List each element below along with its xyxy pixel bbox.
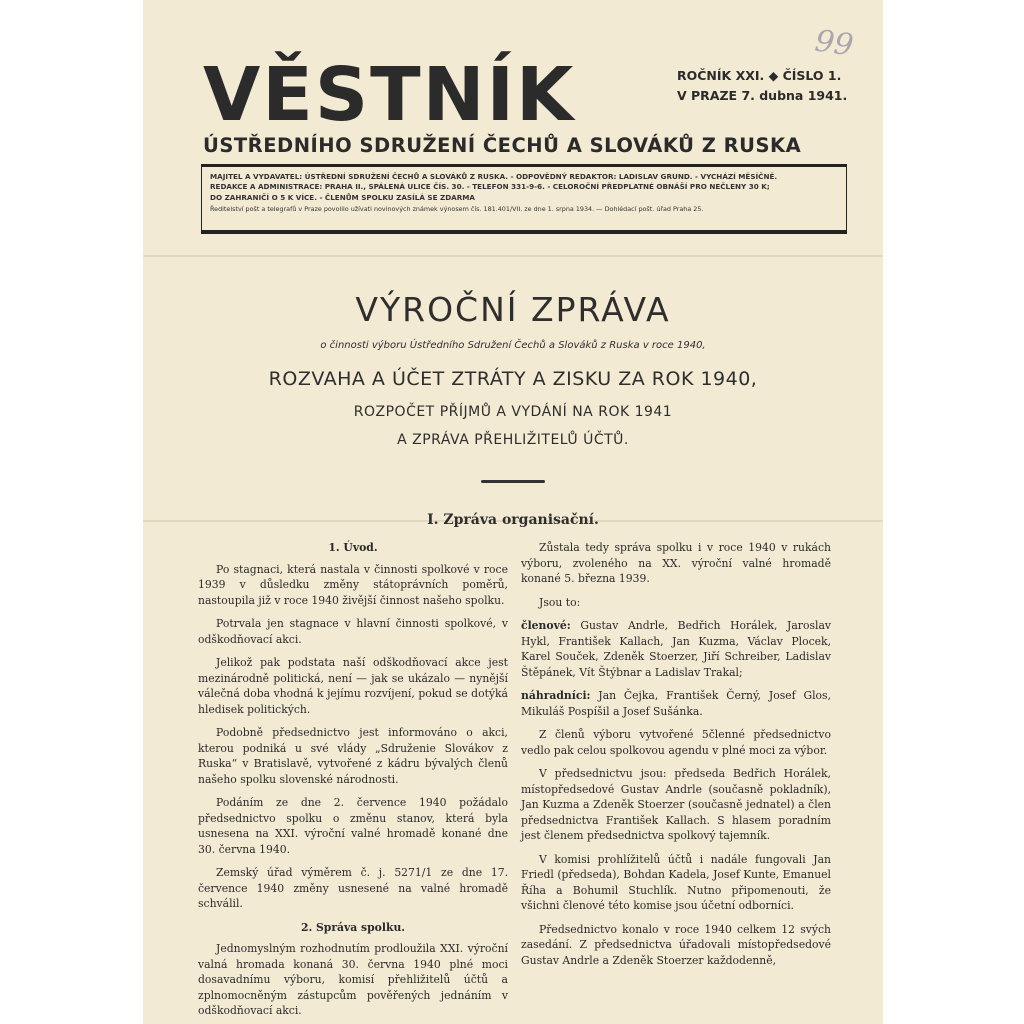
postal-permit: Ředitelství pošt a telegrafů v Praze povolilo užívati novinových známek výnosem čís. 181.401/VII. ze dne 1. srpna 1934. — Dohlédací pošt. úřad Praha 25. bbox=[210, 205, 704, 214]
members-names: Gustav Andrle, Bedřich Horálek, Jaroslav Hykl, František Kallach, Jan Kuzma, Václav Plocek, Karel Souček, Zdeněk Stoerzer, Jiří Schreiber, Ladislav Štěpánek, Vít Štýbnar a Ladislav Trakal; bbox=[521, 619, 831, 679]
heading-balance: ROZVAHA A ÚČET ZTRÁTY A ZISKU ZA ROK 1940, bbox=[268, 368, 758, 390]
paragraph: Předsednictvo konalo v roce 1940 celkem 12 svých zasedání. Z předsednictva úřadovali místopředsedové Gustav Andrle a Zdeněk Stoerzer každodenně, bbox=[521, 922, 831, 967]
paragraph: Jsou to: bbox=[539, 595, 581, 609]
left-column bbox=[198, 540, 508, 1024]
paragraph: Jelikož pak podstata naší odškodňovací akce jest mezinárodně politická, není — jak se ukázalo — nynější válečná doba vhodná k jejímu rozvíjení, pokud se dotýká hledisek politických. bbox=[198, 656, 508, 716]
heading-budget: ROZPOČET PŘÍJMŮ A VYDÁNÍ NA ROK 1941 bbox=[353, 404, 673, 420]
paragraph: Potrvala jen stagnace v hlavní činnosti spolkové, v odškodňovací akci. bbox=[198, 617, 508, 646]
members-list bbox=[521, 618, 831, 680]
newspaper-page bbox=[143, 0, 883, 1024]
paragraph: V komisi prohlížitelů účtů i nadále fungovali Jan Friedl (předseda), Bohdan Kadela, Josef Kunte, Emanuel Říha a Bohumil Stuchlík. Nutno připomenouti, že všichni členové této komise jsou účetní odborníci. bbox=[521, 852, 831, 912]
pencil-mark: 99 bbox=[812, 23, 856, 64]
masthead-subtitle: ÚSTŘEDNÍHO SDRUŽENÍ ČECHŮ A SLOVÁKŮ Z RUSKA bbox=[203, 134, 802, 157]
heading-auditors: A ZPRÁVA PŘEHLIŽITELŮ ÚČTŮ. bbox=[397, 432, 629, 448]
fold-crease bbox=[143, 255, 883, 257]
paragraph: Zůstala tedy správa spolku i v roce 1940 v rukách výboru, zvoleného na XX. výroční valné hromadě konané 5. března 1939. bbox=[521, 541, 831, 585]
substitutes-names: Jan Čejka, František Černý, Josef Glos, Mikuláš Pospíšil a Josef Sušánka. bbox=[521, 689, 831, 718]
substitutes-label: náhradníci: bbox=[521, 689, 591, 702]
paragraph: Podobně předsednictvo jest informováno o akci, kterou podniká u své vlády „Sdruženie Slovákov z Ruska“ v Bratislavě, vytvořené z kádru bývalých členů našeho spolku slovenské národnosti. bbox=[198, 726, 508, 786]
section-heading: I. Zpráva organisační. bbox=[427, 512, 599, 528]
masthead-title: VĚSTNÍK bbox=[203, 52, 576, 138]
editorial-line: REDAKCE A ADMINISTRACE: PRAHA II., SPÁLENÁ ULICE ČÍS. 30. - TELEFON 331-9-6. - CELOROČNÍ PŘEDPLATNÉ OBNÁŠÍ PRO NEČLENY 30 K; bbox=[210, 182, 770, 192]
subheading-administration: 2. Správa spolku. bbox=[300, 920, 406, 934]
report-subtitle: o činnosti výboru Ústředního Sdružení Čechů a Slováků z Ruska v roce 1940, bbox=[320, 340, 706, 351]
right-column bbox=[521, 540, 831, 976]
paragraph: Podáním ze dne 2. července 1940 požádalo předsednictvo spolku o změnu stanov, která byla usnesena na XXI. výroční valné hromadě konané dne 30. června 1940. bbox=[198, 796, 508, 856]
publisher-line: MAJITEL A VYDAVATEL: ÚSTŘEDNÍ SDRUŽENÍ ČECHŮ A SLOVÁKŮ Z RUSKA. - ODPOVĚDNÝ REDAKTOR: LADISLAV GRUND. - VYCHÁZÍ MĚSÍČNĚ. bbox=[210, 172, 778, 181]
divider bbox=[481, 480, 545, 483]
paragraph: Jednomyslným rozhodnutím prodloužila XXI. výroční valná hromada konaná 30. června 1940 plné moci dosavadnímu výboru, komisí přehližitelů účtů a zplnomocněným zástupcům pověřených jednáním v odškodňovací akci. bbox=[198, 942, 508, 1017]
paragraph: Po stagnaci, která nastala v činnosti spolkové v roce 1939 v důsledku změny státoprávních poměrů, nastoupila již v roce 1940 živější činnost našeho spolku. bbox=[198, 562, 508, 607]
paragraph: Zemský úřad výměrem č. j. 5271/1 ze dne 17. července 1940 změny usnesené na valné hromadě schválil. bbox=[198, 866, 508, 910]
publisher-info-box bbox=[201, 164, 847, 234]
issue-date: V PRAZE 7. dubna 1941. bbox=[677, 88, 848, 103]
substitutes-list bbox=[521, 688, 831, 719]
issue-info bbox=[677, 66, 847, 106]
subscription-line: DO ZAHRANIČÍ O 5 K VÍCE. - ČLENŮM SPOLKU ZASÍLÁ SE ZDARMA bbox=[210, 192, 475, 202]
subheading-intro: 1. Úvod. bbox=[328, 541, 378, 554]
paragraph: Z členů výboru vytvořené 5členné předsednictvo vedlo pak celou spolkovou agendu v plné moci za výbor. bbox=[521, 728, 831, 757]
members-label: členové: bbox=[521, 619, 571, 632]
paragraph: V předsednictvu jsou: předseda Bedřich Horálek, místopředsedové Gustav Andrle (současně pokladník), Jan Kuzma a Zdeněk Stoerzer (současně jednatel) a člen předsednictva František Kallach. S hlasem poradním jest členem předsednictva spolkový tajemník. bbox=[521, 767, 831, 842]
report-title: VÝROČNÍ ZPRÁVA bbox=[355, 290, 671, 329]
issue-number: ROČNÍK XXI. ◆ ČÍSLO 1. bbox=[677, 68, 842, 83]
